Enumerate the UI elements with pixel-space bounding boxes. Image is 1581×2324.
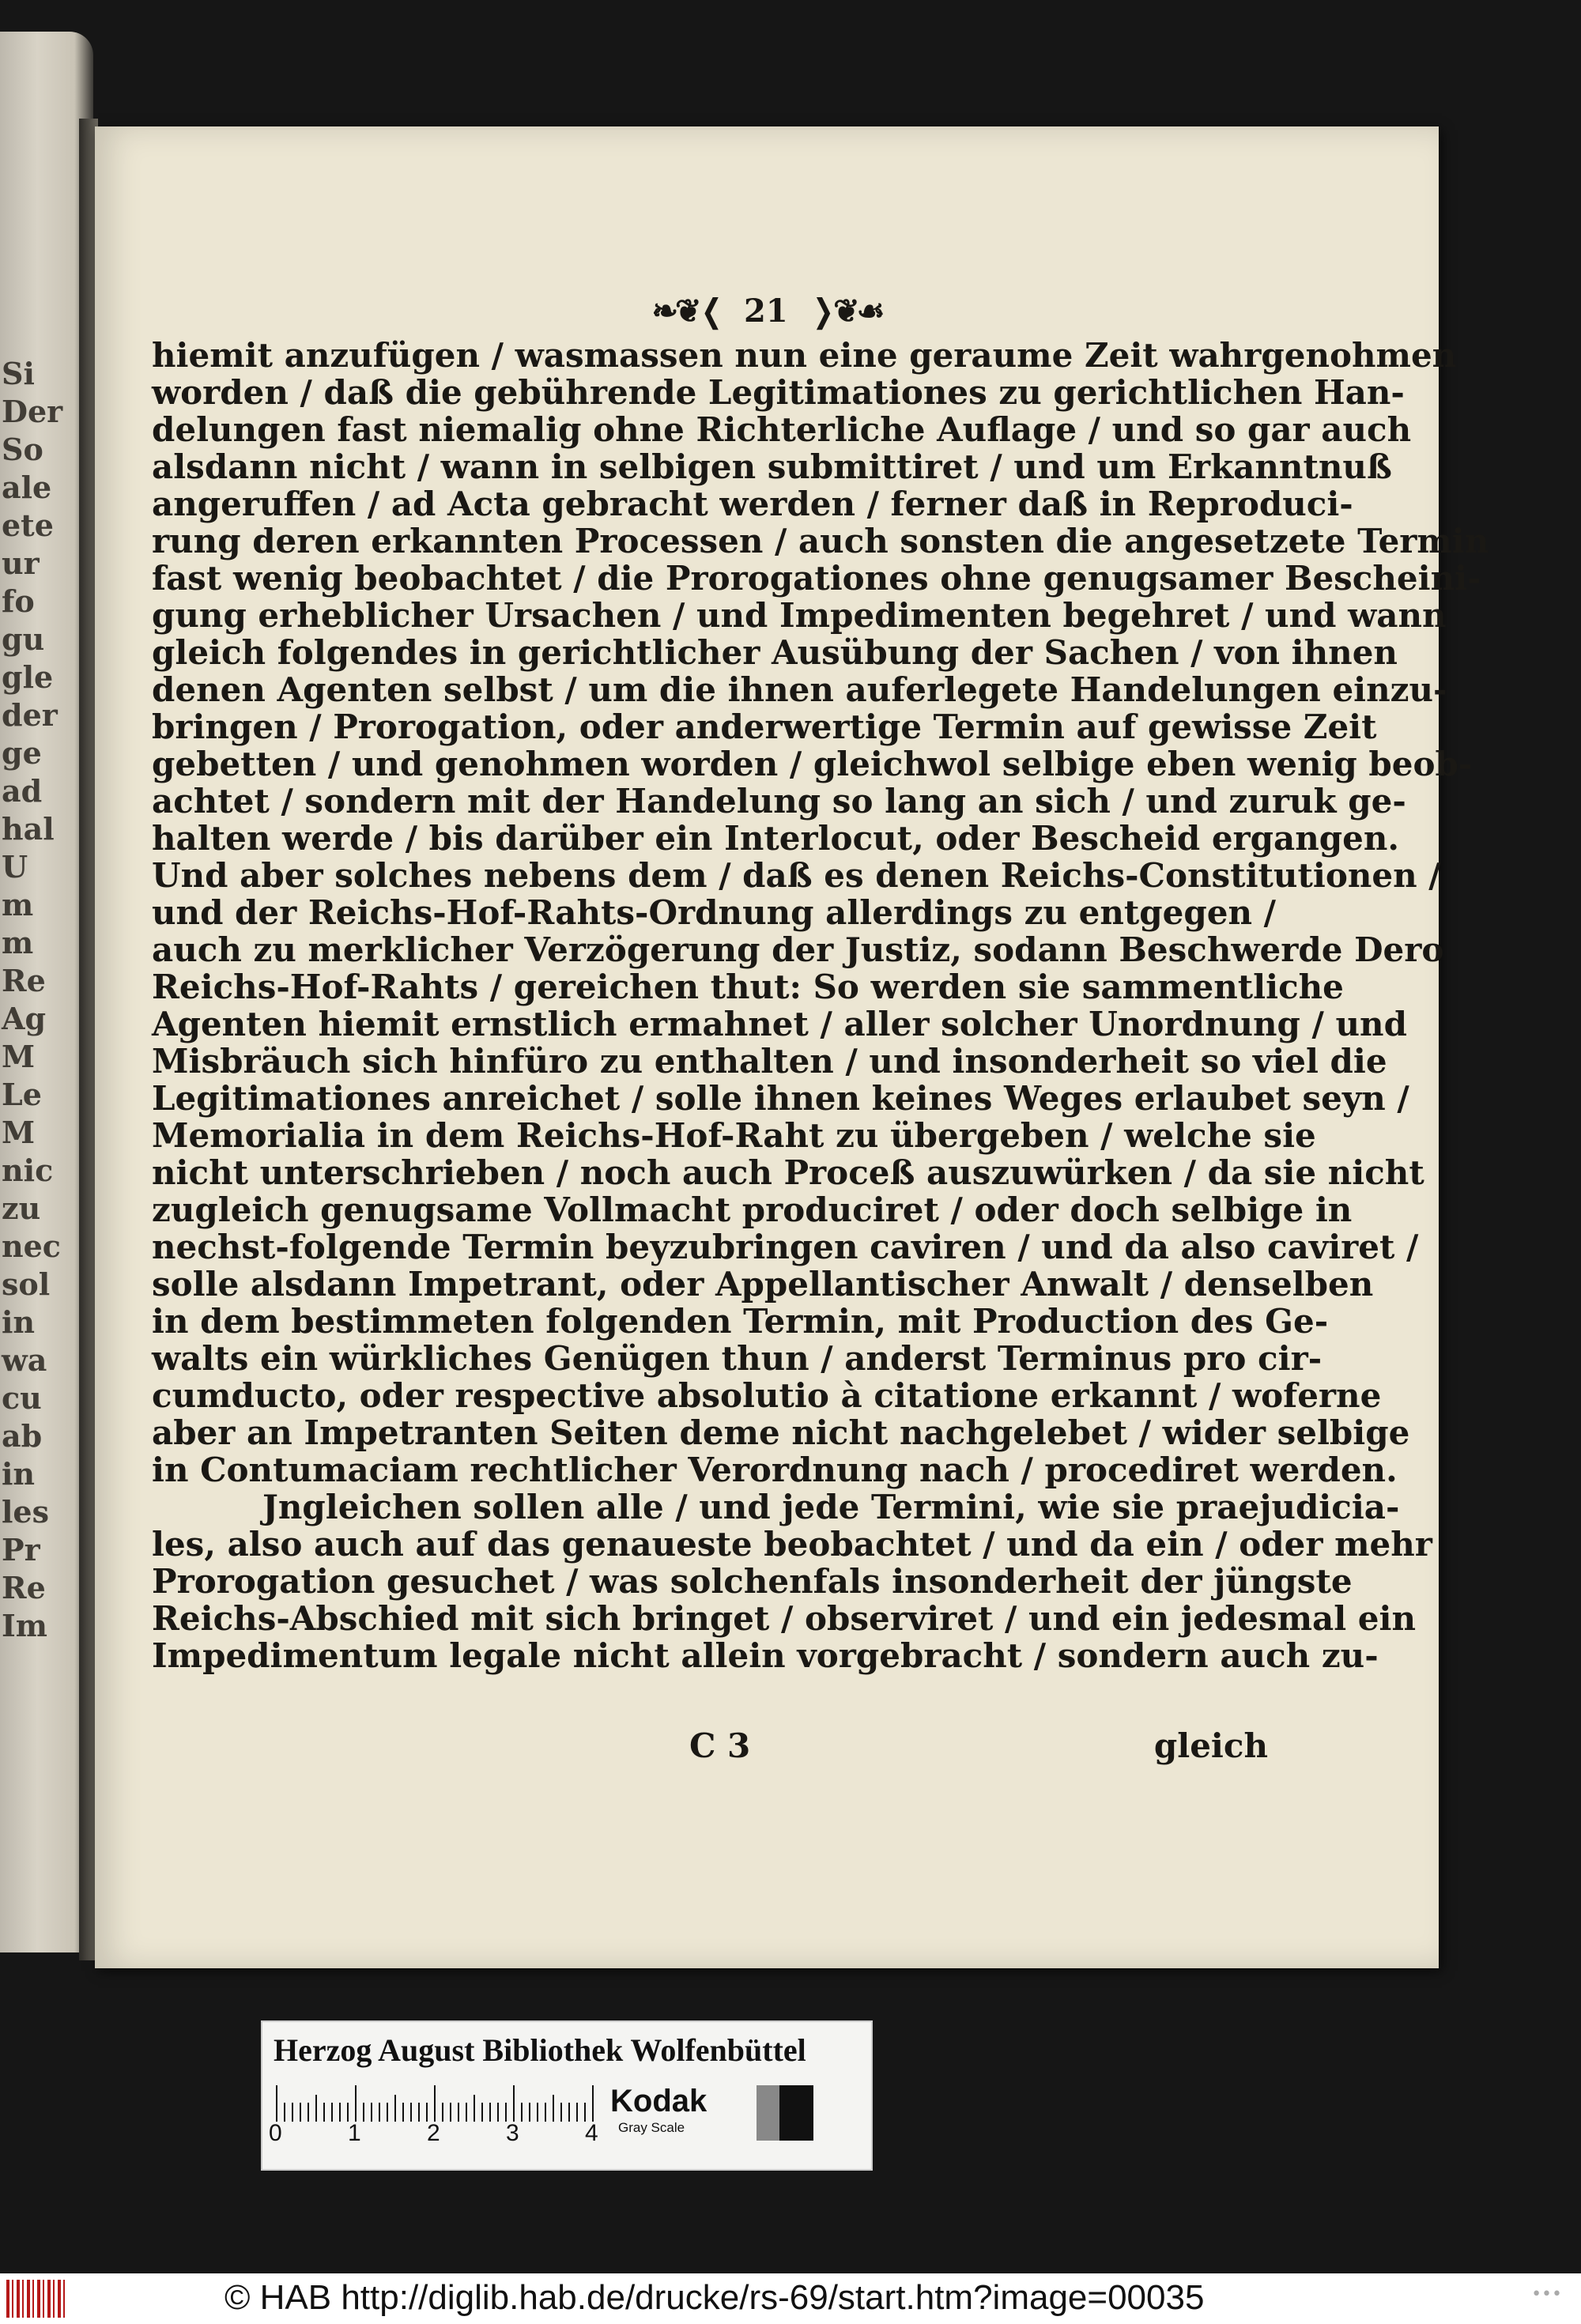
facing-page-fragment: ge xyxy=(2,735,42,771)
text-line: nechst-folgende Termin beyzubringen caviren / und da also caviret / xyxy=(152,1228,1419,1266)
facing-page-fragment: Im xyxy=(2,1608,47,1643)
text-line: Impedimentum legale nicht allein vorgebracht / sondern auch zu- xyxy=(152,1636,1379,1675)
text-line: Memorialia in dem Reichs-Hof-Raht zu übergeben / welche sie xyxy=(152,1116,1316,1155)
facing-page-fragment: Der xyxy=(2,394,63,429)
facing-page-fragment: les xyxy=(2,1494,50,1530)
text-line: worden / daß die gebührende Legitimationes zu gerichtlichen Han- xyxy=(152,373,1405,412)
facing-page-fragment: ur xyxy=(2,545,40,581)
text-line: delungen fast niemalig ohne Richterliche Auflage / und so gar auch xyxy=(152,410,1412,449)
text-line: in dem bestimmeten folgenden Termin, mit Production des Ge- xyxy=(152,1302,1329,1341)
facing-page-fragment: ad xyxy=(2,773,43,809)
page-header xyxy=(95,292,1439,330)
text-line: Jngleichen sollen alle / und jede Termini, wie sie praejudicia- xyxy=(262,1488,1400,1526)
facing-page-fragment: ab xyxy=(2,1418,43,1454)
facing-page-fragment: hal xyxy=(2,811,55,847)
facing-page-fragment: wa xyxy=(2,1342,47,1378)
text-line: gebetten / und genohmen worden / gleichwol selbige eben wenig beob- xyxy=(152,745,1473,783)
facing-page-fragment: Re xyxy=(2,1570,46,1605)
ruler-label: 1 xyxy=(348,2120,361,2146)
text-line: zugleich genugsame Vollmacht produciret / oder doch selbige in xyxy=(152,1190,1353,1229)
facing-page-fragment: gle xyxy=(2,659,54,695)
facing-page-fragment: in xyxy=(2,1304,36,1340)
text-line: aber an Impetranten Seiten deme nicht nachgelebet / wider selbige xyxy=(152,1413,1410,1452)
document-page xyxy=(95,126,1489,1968)
text-line: les, also auch auf das genaueste beobachtet / und da ein / oder mehr xyxy=(152,1525,1432,1564)
gray-scale-label: Gray Scale xyxy=(618,2120,685,2135)
text-line: bringen / Prorogation, oder anderwertige Termin auf gewisse Zeit xyxy=(152,707,1377,746)
text-line: halten werde / bis darüber ein Interlocut, oder Bescheid ergangen. xyxy=(152,819,1400,858)
facing-page-fragment: ale xyxy=(2,470,52,505)
text-line: solle alsdann Impetrant, oder Appellantischer Anwalt / denselben xyxy=(152,1265,1374,1303)
facing-page-fragment: m xyxy=(2,925,34,960)
kodak-logo: Kodak xyxy=(610,2084,707,2118)
color-scale-card xyxy=(261,2020,873,2171)
facing-page-fragment: fo xyxy=(2,583,35,619)
facing-page-fragment: Si xyxy=(2,356,35,391)
ruler-label: 3 xyxy=(506,2120,519,2146)
text-line: gleich folgendes in gerichtlicher Ausübung der Sachen / von ihnen xyxy=(152,633,1398,672)
facing-page-fragment: Le xyxy=(2,1077,42,1112)
text-line: Reichs-Hof-Rahts / gereichen thut: So werden sie sammentliche xyxy=(152,968,1344,1006)
facing-page-fragment: m xyxy=(2,887,34,922)
text-line: walts ein würkliches Genügen thun / anderst Terminus pro cir- xyxy=(152,1339,1323,1378)
library-name: Herzog August Bibliothek Wolfenbüttel xyxy=(274,2032,806,2068)
facing-page-fragment: U xyxy=(2,849,28,885)
facing-page-fragment: nec xyxy=(2,1228,61,1264)
catchword: gleich xyxy=(1153,1726,1268,1765)
facing-page-fragment: M xyxy=(2,1115,36,1150)
ruler-label: 0 xyxy=(269,2120,282,2146)
facing-page-fragment: cu xyxy=(2,1380,42,1416)
text-line: Und aber solches nebens dem / daß es denen Reichs-Constitutionen / xyxy=(152,856,1441,895)
text-line: cumducto, oder respective absolutio à citatione erkannt / woferne xyxy=(152,1376,1382,1415)
ruler-label: 4 xyxy=(585,2120,598,2146)
copyright-bar xyxy=(0,2273,1581,2324)
text-line: Reichs-Abschied mit sich bringet / observiret / und ein jedesmal ein xyxy=(152,1599,1417,1638)
text-line: und der Reichs-Hof-Rahts-Ordnung allerdings zu entgegen / xyxy=(152,893,1276,932)
header-ornament-left: ❧❦❬ xyxy=(651,292,723,330)
facing-page-fragment: gu xyxy=(2,621,45,657)
ruler-label: 2 xyxy=(427,2120,440,2146)
facing-page-fragment: nic xyxy=(2,1153,54,1188)
more-dots-icon: ••• xyxy=(1531,2284,1562,2304)
copyright-link[interactable]: © HAB http://diglib.hab.de/drucke/rs-69/start.htm?image=00035 xyxy=(225,2278,1205,2317)
header-ornament-right: ❭❦☙ xyxy=(809,292,882,330)
text-line: gung erheblicher Ursachen / und Impedimenten begehret / und wann xyxy=(152,596,1447,635)
text-line: Legitimationes anreichet / solle ihnen keines Weges erlaubet seyn / xyxy=(152,1079,1409,1118)
page-number: 21 xyxy=(743,292,788,330)
ruler-ticks xyxy=(274,2085,606,2122)
text-line: achtet / sondern mit der Handelung so lang an sich / und zuruk ge- xyxy=(152,782,1406,821)
text-line: fast wenig beobachtet / die Prorogationes ohne genugsamer Bescheini- xyxy=(152,559,1481,598)
text-line: rung deren erkannten Processen / auch sonsten die angesetzete Termin xyxy=(152,522,1489,560)
gray-scale-patch xyxy=(757,2085,813,2141)
facing-page-fragment: Pr xyxy=(2,1532,40,1568)
text-line: alsdann nicht / wann in selbigen submittiret / und um Erkanntnuß xyxy=(152,447,1392,486)
text-line: auch zu merklicher Verzögerung der Justiz, sodann Beschwerde Dero xyxy=(152,930,1444,969)
text-line: in Contumaciam rechtlicher Verordnung nach / procediret werden. xyxy=(152,1451,1398,1489)
signature-mark: C 3 xyxy=(689,1726,751,1765)
text-line: angeruffen / ad Acta gebracht werden / ferner daß in Reproduci- xyxy=(152,485,1353,523)
facing-page-fragment: der xyxy=(2,697,58,733)
facing-page-fragment: Re xyxy=(2,963,46,998)
body-text xyxy=(152,336,1489,1675)
facing-page-fragment: in xyxy=(2,1456,36,1492)
facing-page-fragment: ete xyxy=(2,507,54,543)
facing-page-fragment: Ag xyxy=(2,1001,47,1036)
facing-page-fragment: zu xyxy=(2,1190,41,1226)
facing-page-fragment: sol xyxy=(2,1266,51,1302)
text-line: nicht unterschrieben / noch auch Proceß auszuwürken / da sie nicht xyxy=(152,1153,1424,1192)
text-line: Misbräuch sich hinfüro zu enthalten / und insonderheit so viel die xyxy=(152,1042,1387,1081)
page-footer xyxy=(152,1726,1268,1766)
text-line: Agenten hiemit ernstlich ermahnet / aller solcher Unordnung / und xyxy=(152,1005,1407,1043)
barcode-icon xyxy=(6,2280,66,2318)
facing-page-fragment: M xyxy=(2,1039,36,1074)
text-line: denen Agenten selbst / um die ihnen auferlegete Handelungen einzu- xyxy=(152,670,1447,709)
text-line: hiemit anzufügen / wasmassen nun eine geraume Zeit wahrgenohmen xyxy=(152,336,1457,375)
text-line: Prorogation gesuchet / was solchenfals insonderheit der jüngste xyxy=(152,1562,1353,1601)
facing-page-fragment: So xyxy=(2,432,43,467)
